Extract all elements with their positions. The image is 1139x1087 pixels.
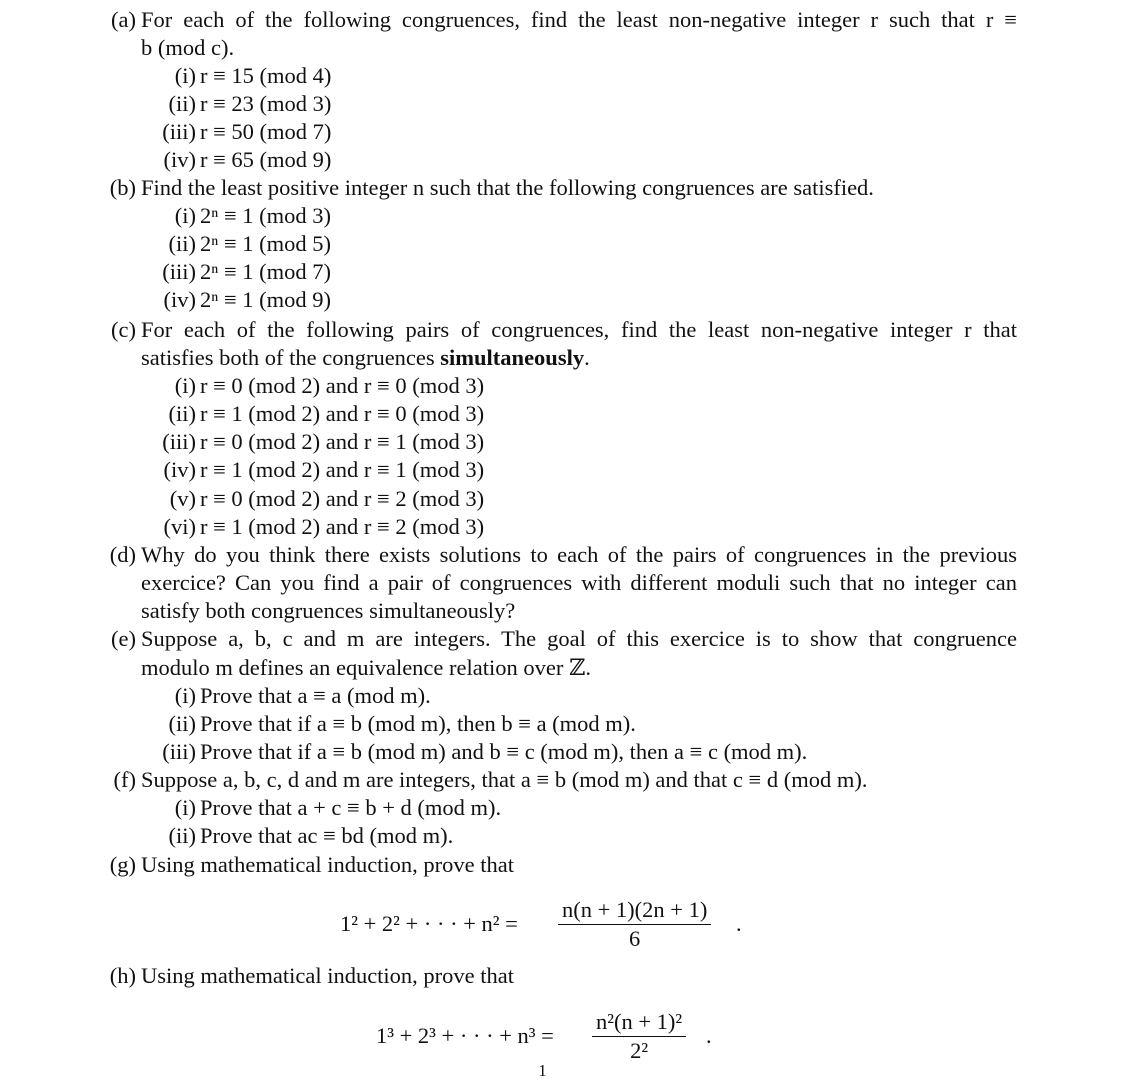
part-f-item: Prove that a + c ≡ b + d (mod m). [200,795,502,820]
equation-fraction [558,896,711,953]
part-e-item: Prove that if a ≡ b (mod m) and b ≡ c (mod m), then a ≡ c (mod m). [200,739,808,764]
part-c-item-label: (v) [169,486,196,511]
equation-lhs: 1³ + 2³ + · · · + n³ = [376,1023,554,1048]
part-e-item-label: (ii) [168,711,196,736]
part-f-item-label: (ii) [168,823,196,848]
equation-period: . [706,1023,712,1048]
part-a-item-label: (i) [174,63,196,88]
part-g-line-1: Using mathematical induction, prove that [141,852,515,877]
part-e-line-1: Suppose a, b, c and m are integers. The goal of this exercice is to show that congruence [141,626,1017,651]
part-e-item-label: (i) [174,683,196,708]
part-c-item-label: (vi) [163,514,196,539]
page-number: 1 [538,1061,547,1080]
part-a-item: r ≡ 65 (mod 9) [200,147,332,172]
part-c-item-label: (iv) [163,457,196,482]
part-c-item: r ≡ 1 (mod 2) and r ≡ 0 (mod 3) [200,401,485,426]
fraction-denominator: 6 [629,926,641,951]
part-d-line-1: Why do you think there exists solutions to each of the pairs of congruences in the previous [141,542,1017,567]
part-a-item: r ≡ 23 (mod 3) [200,91,332,116]
part-f-item: Prove that ac ≡ bd (mod m). [200,823,454,848]
part-d-label: (d) [109,542,136,567]
part-a-item: r ≡ 50 (mod 7) [200,119,332,144]
part-e-label: (e) [111,626,136,651]
part-b-item: 2ⁿ ≡ 1 (mod 3) [200,203,332,228]
part-c-item-label: (ii) [168,401,196,426]
part-e-item: Prove that a ≡ a (mod m). [200,683,431,708]
fraction-denominator: 2² [630,1038,649,1063]
part-c-line-2 [141,344,590,372]
part-f-item-label: (i) [174,795,196,820]
part-a-item: r ≡ 15 (mod 4) [200,63,332,88]
part-c-item: r ≡ 0 (mod 2) and r ≡ 2 (mod 3) [200,486,485,511]
part-h-label: (h) [109,963,136,988]
part-d-line-3: satisfy both congruences simultaneously? [141,598,516,623]
emphasis-simultaneously: simultaneously [440,345,585,370]
part-b-item-label: (ii) [168,231,196,256]
part-b-item-label: (iv) [163,287,196,312]
part-c-item: r ≡ 0 (mod 2) and r ≡ 0 (mod 3) [200,373,485,398]
part-b-item: 2ⁿ ≡ 1 (mod 7) [200,259,332,284]
part-a-line-2: b (mod c). [141,35,235,60]
part-b-item-label: (iii) [162,259,196,284]
part-h-line-1: Using mathematical induction, prove that [141,963,515,988]
part-g-label: (g) [109,852,136,877]
sum-of-cubes-equation [376,1008,736,1068]
part-b-item-label: (i) [174,203,196,228]
equation-fraction [592,1008,686,1065]
part-f-line-1: Suppose a, b, c, d and m are integers, that a ≡ b (mod m) and that c ≡ d (mod m). [141,767,868,792]
part-a-item-label: (iii) [162,119,196,144]
equation-period: . [736,911,742,936]
part-f-label: (f) [113,767,136,792]
fraction-numerator: n²(n + 1)² [596,1009,683,1034]
sum-of-squares-equation [340,896,760,956]
part-c-item-label: (iii) [162,429,196,454]
part-c-line-2-text: satisfies both of the congruences [141,345,435,370]
part-e-item: Prove that if a ≡ b (mod m), then b ≡ a (mod m). [200,711,636,736]
part-b-line-1: Find the least positive integer n such that the following congruences are satisfied. [141,175,874,200]
part-c-item-label: (i) [174,373,196,398]
fraction-numerator: n(n + 1)(2n + 1) [562,897,708,922]
part-b-item: 2ⁿ ≡ 1 (mod 9) [200,287,332,312]
part-e-item-label: (iii) [162,739,196,764]
part-b-item: 2ⁿ ≡ 1 (mod 5) [200,231,332,256]
emphasis-tail: . [584,345,590,370]
part-e-line-2: modulo m defines an equivalence relation over ℤ. [141,655,592,680]
part-a-line-1: For each of the following congruences, find the least non-negative integer r such that r ≡ [141,7,1017,32]
part-a-item-label: (ii) [168,91,196,116]
part-d-line-2: exercice? Can you find a pair of congruences with different moduli such that no integer can [141,570,1017,595]
part-c-label: (c) [111,317,136,342]
part-b-label: (b) [109,175,136,200]
part-a-item-label: (iv) [163,147,196,172]
part-a-label: (a) [111,7,136,32]
part-c-item: r ≡ 0 (mod 2) and r ≡ 1 (mod 3) [200,429,485,454]
part-c-line-1: For each of the following pairs of congruences, find the least non-negative integer r that [141,317,1017,342]
equation-lhs: 1² + 2² + · · · + n² = [340,911,518,936]
part-c-item: r ≡ 1 (mod 2) and r ≡ 2 (mod 3) [200,514,485,539]
part-c-item: r ≡ 1 (mod 2) and r ≡ 1 (mod 3) [200,457,485,482]
